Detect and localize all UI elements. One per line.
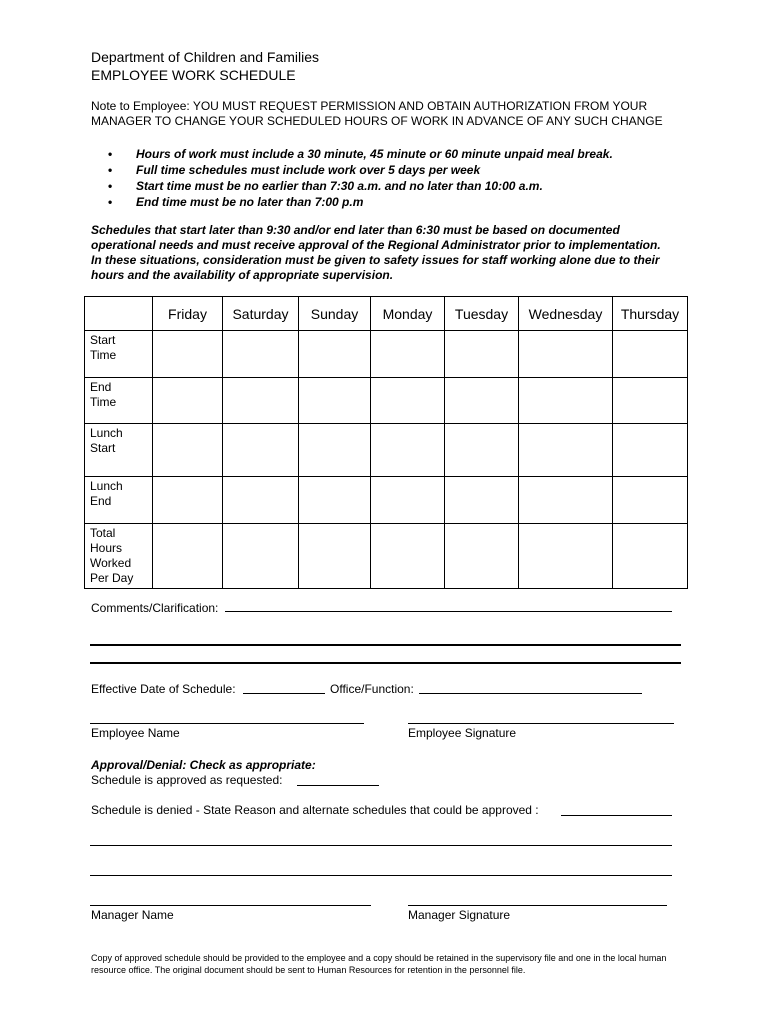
time-cell[interactable] [371,378,445,424]
row-label: Total Hours Worked Per Day [85,524,153,589]
day-header: Sunday [299,297,371,331]
time-cell[interactable] [299,331,371,378]
denied-reason-field[interactable] [561,815,672,816]
time-cell[interactable] [371,524,445,589]
denied-reason-line[interactable] [90,875,672,876]
effective-date-label: Effective Date of Schedule: [91,682,236,696]
footer-note: Copy of approved schedule should be provided to the employee and a copy should be retained in the supervisory file and one in the local human resource office. The original document should be sent to Human Resources for retention in the personnel file. [91,953,667,975]
time-cell[interactable] [371,331,445,378]
row-label: Lunch End [85,477,153,524]
effective-date-field[interactable] [243,693,325,694]
rules-list [108,146,668,210]
time-cell[interactable] [519,378,613,424]
employee-signature-field[interactable] [408,723,674,724]
office-function-field[interactable] [419,693,642,694]
employee-name-label: Employee Name [91,726,180,740]
bullet-icon: • [108,147,113,161]
department-name: Department of Children and Families [91,49,319,65]
approved-label: Schedule is approved as requested: [91,773,283,787]
time-cell[interactable] [613,331,688,378]
office-function-label: Office/Function: [330,682,414,696]
time-cell[interactable] [613,378,688,424]
time-cell[interactable] [519,524,613,589]
day-header: Thursday [613,297,688,331]
time-cell[interactable] [223,378,299,424]
employee-signature-label: Employee Signature [408,726,517,740]
row-label: Start Time [85,331,153,378]
bullet-icon: • [108,163,113,177]
day-header: Wednesday [519,297,613,331]
rule-item: • Hours of work must include a 30 minute, 45 minute or 60 minute unpaid meal break. [108,147,613,161]
time-cell[interactable] [223,524,299,589]
time-cell[interactable] [371,424,445,477]
time-cell[interactable] [445,424,519,477]
comments-field[interactable] [225,611,672,612]
schedule-notice: Schedules that start later than 9:30 and/or end later than 6:30 must be based on documented operational needs and must receive approval of the Regional Administrator prior to implementation. In these situations, consideration must be given to safety issues for staff working alone due to their hours and the availability of appropriate supervision. [91,223,661,282]
day-header: Tuesday [445,297,519,331]
comments-line[interactable] [90,644,681,646]
time-cell[interactable] [445,524,519,589]
note-to-employee: Note to Employee: YOU MUST REQUEST PERMISSION AND OBTAIN AUTHORIZATION FROM YOUR MANAGER TO CHANGE YOUR SCHEDULED HOURS OF WORK IN ADVANCE OF ANY SUCH CHANGE [91,99,663,128]
time-cell[interactable] [153,524,223,589]
time-cell[interactable] [445,378,519,424]
manager-name-field[interactable] [90,905,371,906]
row-label: End Time [85,378,153,424]
time-cell[interactable] [613,424,688,477]
table-row [85,378,688,424]
time-cell[interactable] [153,424,223,477]
time-cell[interactable] [299,477,371,524]
time-cell[interactable] [223,477,299,524]
time-cell[interactable] [445,331,519,378]
manager-signature-label: Manager Signature [408,908,511,922]
table-row [85,524,688,589]
table-header-row [85,297,688,331]
time-cell[interactable] [445,477,519,524]
approval-heading: Approval/Denial: Check as appropriate: [91,758,316,772]
time-cell[interactable] [223,424,299,477]
time-cell[interactable] [519,424,613,477]
comments-label: Comments/Clarification: [91,601,219,615]
time-cell[interactable] [299,378,371,424]
employee-name-field[interactable] [90,723,364,724]
bullet-icon: • [108,195,113,209]
approved-field[interactable] [297,785,379,786]
day-header: Monday [371,297,445,331]
time-cell[interactable] [153,331,223,378]
time-cell[interactable] [299,524,371,589]
denied-label: Schedule is denied - State Reason and alternate schedules that could be approved : [91,803,539,817]
table-row [85,477,688,524]
day-header: Friday [153,297,223,331]
table-row [85,424,688,477]
manager-signature-field[interactable] [408,905,667,906]
time-cell[interactable] [371,477,445,524]
comments-line[interactable] [90,662,681,664]
rule-item: • End time must be no later than 7:00 p.m [108,195,364,209]
time-cell[interactable] [519,331,613,378]
denied-reason-line[interactable] [90,845,672,846]
table-row [85,331,688,378]
time-cell[interactable] [153,378,223,424]
time-cell[interactable] [153,477,223,524]
time-cell[interactable] [223,331,299,378]
time-cell[interactable] [613,477,688,524]
rule-item: • Start time must be no earlier than 7:30 a.m. and no later than 10:00 a.m. [108,179,543,193]
time-cell[interactable] [613,524,688,589]
schedule-table [84,296,688,589]
manager-name-label: Manager Name [91,908,174,922]
form-title: EMPLOYEE WORK SCHEDULE [91,67,296,83]
row-label: Lunch Start [85,424,153,477]
table-corner-cell [85,297,153,331]
rule-item: • Full time schedules must include work over 5 days per week [108,163,481,177]
bullet-icon: • [108,179,113,193]
time-cell[interactable] [519,477,613,524]
day-header: Saturday [223,297,299,331]
time-cell[interactable] [299,424,371,477]
